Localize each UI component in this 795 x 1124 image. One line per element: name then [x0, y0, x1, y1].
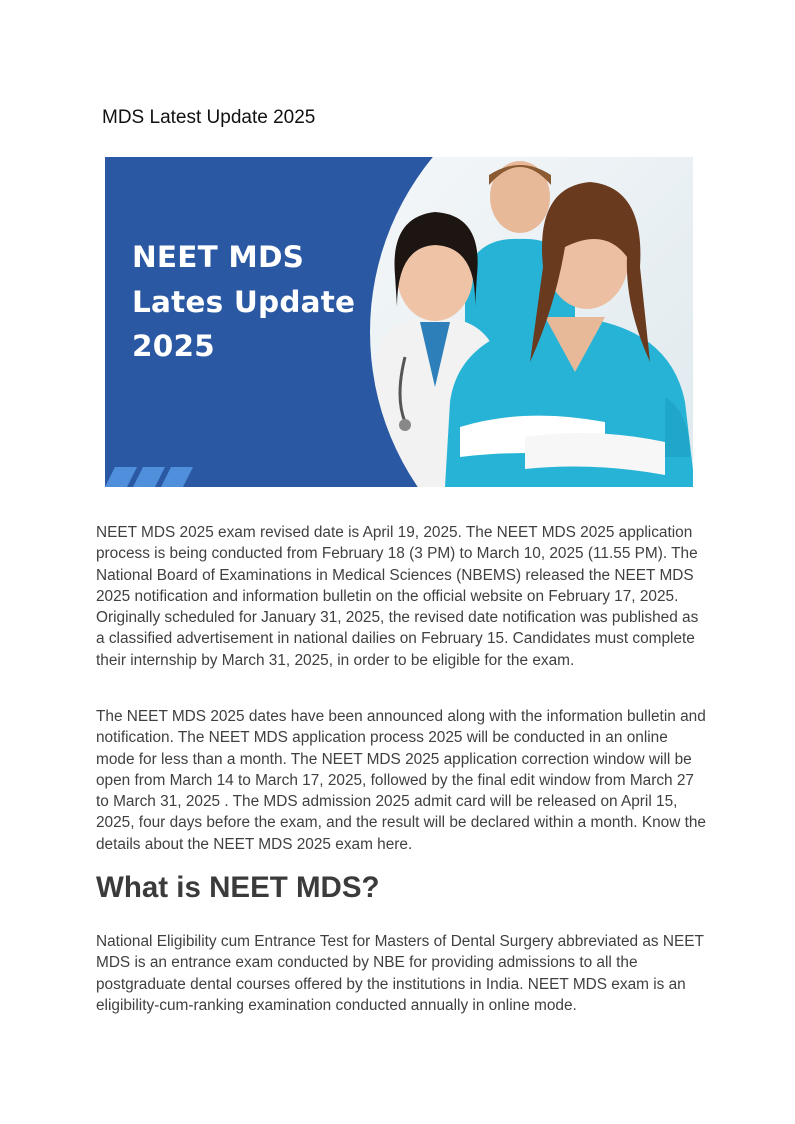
document-title: MDS Latest Update 2025 — [102, 107, 316, 128]
banner-line-1: NEET MDS — [132, 240, 305, 274]
dates-paragraph: The NEET MDS 2025 dates have been announced along with the information bulletin and notification. The NEET MDS application process 2025 will be conducted in an online mode for less than a month. The NEET MDS 2025 application correction window will be open from March 14 to March 17, 2025, followed by the final edit window from March 27 to March 31, 2025 . The MDS admission 2025 admit card will be released on April 15, 2025, four days before the exam, and the result will be declared within a month. Know the details about the NEET MDS 2025 exam here. — [96, 708, 706, 853]
banner-line-3: 2025 — [132, 329, 215, 363]
banner-image — [105, 157, 693, 487]
section-heading: What is NEET MDS? — [96, 871, 380, 904]
banner-line-2: Lates Update — [132, 284, 356, 319]
section-paragraph: National Eligibility cum Entrance Test for Masters of Dental Surgery abbreviated as NEET MDS is an entrance exam conducted by NBE for providing admissions to all the postgraduate dental courses offered by the institutions in India. NEET MDS exam is an eligibility-cum-ranking examination conducted annually in online mode. — [96, 933, 704, 1014]
banner-headline — [132, 235, 392, 369]
intro-paragraph: NEET MDS 2025 exam revised date is April 19, 2025. The NEET MDS 2025 application process is being conducted from February 18 (3 PM) to March 10, 2025 (11.55 PM). The National Board of Examinations in Medical Sciences (NBEMS) released the NEET MDS 2025 notification and information bulletin on the official website on February 17, 2025. Originally scheduled for January 31, 2025, the revised date notification was published as a classified advertisement in national dailies on February 15. Candidates must complete their internship by March 31, 2025, in order to be eligible for the exam. — [96, 524, 699, 669]
